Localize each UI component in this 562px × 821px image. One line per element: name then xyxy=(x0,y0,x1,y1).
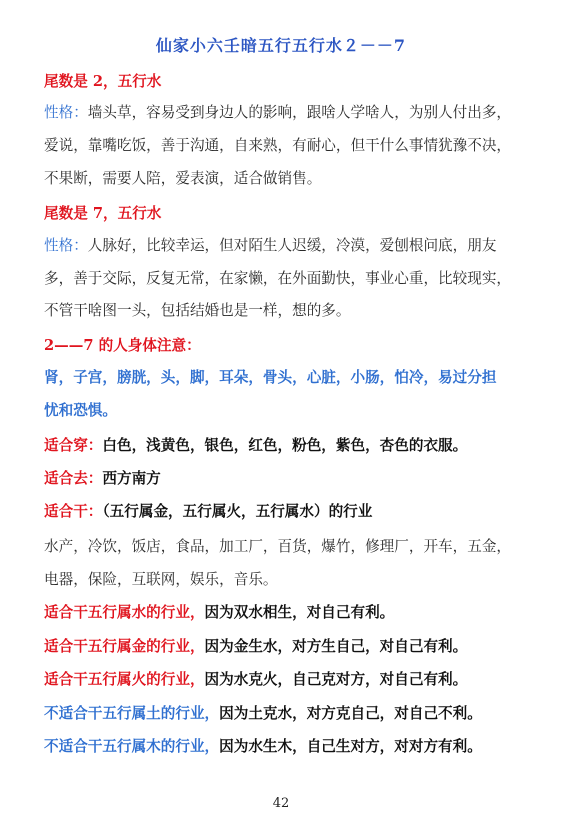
rule-line-4 xyxy=(44,702,524,723)
tail7-line-3: 不管干啥图一头，包括结婚也是一样，想的多。 xyxy=(44,302,351,319)
go-line xyxy=(44,467,524,488)
tail2-line-2: 爱说，靠嘴吃饭，善于沟通，自来熟，有耐心，但干什么事情犹豫不决， xyxy=(44,137,512,154)
work-line xyxy=(44,500,524,521)
wear-label: 适合穿： xyxy=(44,437,103,454)
rule-value: 因为水克火，自己克对方，对自己有利。 xyxy=(204,671,468,688)
wear-line xyxy=(44,434,524,455)
rule-label: 适合干五行属金的行业， xyxy=(44,638,205,655)
rule-label: 适合干五行属水的行业， xyxy=(44,604,205,621)
tail2-line-1 xyxy=(44,101,524,122)
go-label: 适合去： xyxy=(44,470,103,487)
body-line-2: 忧和恐惧。 xyxy=(44,402,117,419)
body-heading: 2——7 的人身体注意： xyxy=(44,337,201,354)
work-value: （五行属金，五行属火，五行属水）的行业 xyxy=(102,503,373,520)
tail2-heading: 尾数是 2，五行水 xyxy=(44,73,162,90)
work-label: 适合干： xyxy=(44,503,103,520)
rule-label: 不适合干五行属土的行业， xyxy=(44,705,220,722)
rule-line-3 xyxy=(44,668,524,689)
rule-line-1 xyxy=(44,601,524,622)
wear-value: 白色，浅黄色，银色，红色，粉色，紫色，杏色的衣服。 xyxy=(102,437,468,454)
rule-value: 因为双水相生，对自己有利。 xyxy=(204,604,395,621)
work-list-line-2: 电器，保险，互联网，娱乐，音乐。 xyxy=(44,571,278,588)
personality-text: 墙头草，容易受到身边人的影响，跟啥人学啥人，为别人付出多， xyxy=(87,104,512,121)
rule-line-5 xyxy=(44,735,524,756)
body-line-1: 肾，子宫，膀胱，头，脚，耳朵，骨头，心脏，小肠，怕冷，易过分担 xyxy=(44,369,497,386)
rule-label: 适合干五行属火的行业， xyxy=(44,671,205,688)
page-title: 仙家小六壬暗五行五行水２－－7 xyxy=(155,36,407,55)
rule-value: 因为金生水，对方生自己，对自己有利。 xyxy=(204,638,468,655)
tail2-line-3: 不果断，需要人陪，爱表演，适合做销售。 xyxy=(44,170,322,187)
personality-label: 性格： xyxy=(44,104,88,121)
tail7-line-1 xyxy=(44,234,524,255)
tail7-line-2: 多，善于交际，反复无常，在家懒，在外面勤快，事业心重，比较现实， xyxy=(44,270,512,287)
rule-value: 因为土克水，对方克自己，对自己不利。 xyxy=(219,705,482,722)
tail7-heading: 尾数是 7，五行水 xyxy=(44,205,162,222)
rule-label: 不适合干五行属木的行业， xyxy=(44,738,220,755)
personality-text: 人脉好，比较幸运，但对陌生人迟缓，冷漠，爱刨根问底，朋友 xyxy=(87,237,497,254)
page-number: 42 xyxy=(272,796,290,811)
rule-line-2 xyxy=(44,635,524,656)
rule-value: 因为水生木，自己生对方，对对方有利。 xyxy=(219,738,482,755)
personality-label: 性格： xyxy=(44,237,88,254)
go-value: 西方南方 xyxy=(102,470,161,487)
work-list-line-1: 水产，冷饮，饭店，食品，加工厂，百货，爆竹，修理厂，开车，五金， xyxy=(44,538,512,555)
